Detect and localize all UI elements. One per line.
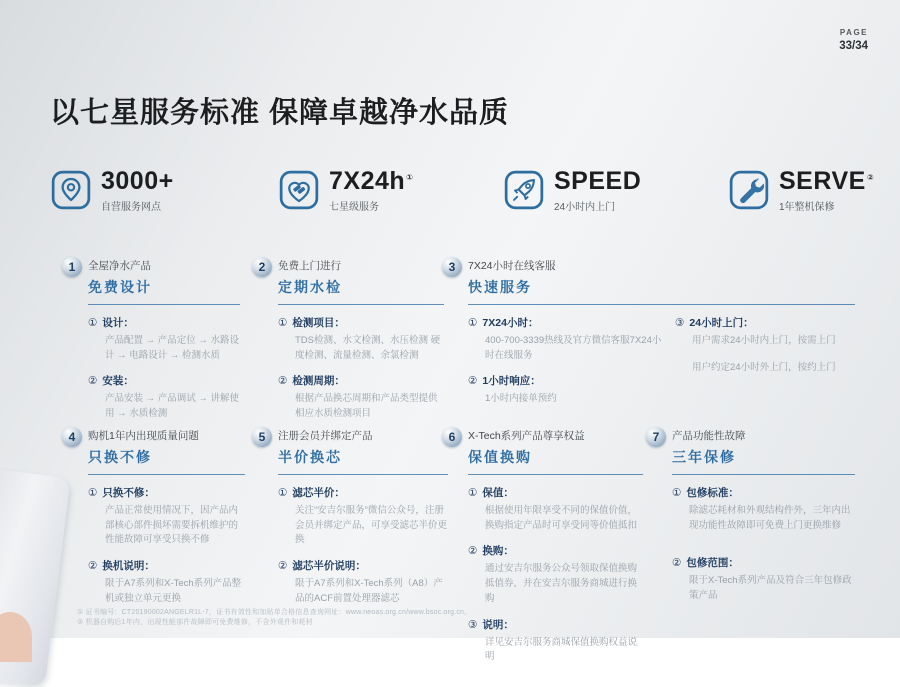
item-heading: 滤芯半价： (292, 487, 345, 499)
item-marker: ① (672, 487, 682, 499)
page-number: 33/34 (839, 40, 868, 52)
section-three-year-warranty (646, 426, 855, 614)
page-title: 以七星服务标准 保障卓越净水品质 (50, 97, 510, 129)
footnote-ref: ② (866, 172, 875, 182)
section-number-badge: 6 (442, 427, 462, 447)
section-number-badge: 2 (252, 257, 272, 277)
item-marker: ② (278, 560, 288, 573)
item-body: 通过安吉尔服务公众号领取保值换购抵值券，并在安吉尔服务商城进行换购 (485, 563, 638, 604)
item-heading: 安装： (102, 375, 134, 388)
section-title: 定期水检 (278, 279, 342, 295)
item-body: 限于A7系列和X-Tech系列产品整机或独立单元更换 (105, 578, 242, 604)
item-heading: 换购： (482, 545, 514, 558)
service-item (468, 373, 668, 407)
item-body: 400-700-3339热线及官方微信客服7X24小时在线服务 (485, 335, 662, 361)
service-item (672, 485, 855, 533)
item-heading: 换机说明： (102, 560, 155, 573)
item-body: 除滤芯耗材和外观结构件外，三年内出现功能性故障即可免费上门更换维修 (689, 505, 851, 531)
feature-speed (503, 169, 642, 213)
section-trade-in (442, 426, 643, 675)
service-item (468, 543, 643, 606)
feature-network (50, 169, 175, 213)
section-subtitle: X-Tech系列产品尊享权益 (468, 430, 585, 442)
feature-value: 7X24h① (329, 167, 414, 195)
section-number-badge: 7 (646, 427, 666, 447)
item-heading: 滤芯半价说明： (292, 560, 366, 573)
item-marker: ① (468, 317, 478, 329)
section-water-check (252, 256, 444, 432)
item-marker: ② (468, 375, 478, 388)
item-heading: 说明： (482, 618, 514, 631)
section-title: 三年保修 (672, 449, 736, 465)
section-replace-not-repair (62, 426, 245, 617)
item-marker: ③ (675, 317, 685, 329)
page-indicator (839, 28, 868, 52)
rocket-icon (503, 169, 545, 211)
item-heading: 1小时响应： (482, 375, 541, 388)
feature-value: SERVE② (779, 167, 875, 195)
footnote-line: ② 机器自购后1年内，出现性能部件故障即可免费维修，不含外观件和耗材 (77, 619, 313, 627)
item-body: 用户需求24小时内上门，按需上门 (692, 335, 836, 346)
item-body: TDS检测、水文检测、水压检测 硬度检测、流量检测、余氯检测 (295, 335, 441, 361)
feature-warranty (728, 169, 874, 213)
footnote-ref: ① (406, 172, 414, 182)
item-marker: ② (672, 557, 682, 570)
item-heading: 检测周期： (292, 375, 345, 388)
service-item (88, 315, 240, 363)
footnote-line: ① 证书编号：CT20190002ANGELR1L-7，证书有效性和加贴单合格信息查询网址：www.neoas.org.cn/www.bsoc.org.cn。 (77, 609, 472, 616)
item-heading: 24小时上门： (689, 317, 754, 329)
item-body: 产品安装 → 产品调试 → 讲解使用 → 水质检测 (105, 393, 240, 420)
section-title: 保值换购 (468, 449, 532, 465)
handshake-heart-icon (278, 169, 320, 211)
section-divider (468, 474, 643, 475)
item-body: 根据使用年限享受不同的保值价值，换购指定产品时可享受同等价值抵扣 (485, 505, 638, 531)
section-fast-service (442, 256, 855, 417)
section-subtitle: 全屋净水产品 (88, 260, 151, 272)
item-heading: 保值： (482, 487, 514, 499)
item-heading: 包修范围： (686, 557, 739, 570)
service-item (88, 485, 245, 548)
item-body: 限于X-Tech系列产品及符合三年包修政策产品 (689, 575, 852, 602)
item-marker: ① (88, 317, 98, 329)
section-title: 快速服务 (468, 279, 532, 295)
service-item (278, 315, 444, 363)
item-body: 详见安吉尔服务商城保值换购权益说明 (485, 636, 638, 663)
feature-label: 1年整机保修 (779, 202, 835, 213)
section-title: 只换不修 (88, 449, 152, 465)
section-subtitle: 7X24小时在线客服 (468, 260, 556, 272)
service-item (468, 315, 668, 363)
item-body: 产品正常使用情况下，因产品内部核心部件损坏需要拆机维护的性能故障可享受只换不修 (105, 505, 239, 546)
item-marker: ② (278, 375, 288, 388)
item-marker: ② (468, 545, 478, 558)
item-body: 关注“安吉尔服务”微信公众号，注册会员并绑定产品，可享受滤芯半价更换 (295, 505, 448, 546)
item-marker: ① (88, 487, 98, 499)
service-item (88, 558, 245, 606)
location-pin-icon (50, 169, 92, 211)
section-subtitle: 购机1年内出现质量问题 (88, 430, 199, 442)
section-divider (468, 304, 855, 305)
page-label: PAGE (839, 28, 868, 37)
feature-row (50, 169, 880, 219)
item-body: 根据产品换芯周期和产品类型提供相应水质检测项目 (295, 393, 438, 420)
section-divider (88, 304, 240, 305)
section-divider (88, 474, 245, 475)
section-subtitle: 注册会员并绑定产品 (278, 430, 373, 442)
item-heading: 设计： (102, 317, 134, 329)
section-number-badge: 4 (62, 427, 82, 447)
service-item (88, 373, 240, 421)
item-heading: 检测项目： (292, 317, 345, 329)
feature-label: 七星级服务 (329, 202, 379, 213)
section-half-price-filter (252, 426, 448, 617)
feature-service-hours (278, 169, 413, 213)
footnotes (77, 608, 471, 628)
wrench-icon (728, 169, 770, 211)
service-item (278, 373, 444, 421)
item-marker: ① (468, 487, 478, 499)
service-item (278, 485, 448, 548)
section-title: 免费设计 (88, 279, 152, 295)
item-marker: ③ (468, 618, 478, 631)
item-body: 产品配置 → 产品定位 → 水路设计 → 电路设计 → 检测水质 (105, 335, 240, 361)
section-title: 半价换芯 (278, 449, 342, 465)
section-subtitle: 产品功能性故障 (672, 430, 746, 442)
item-body: 1小时内接单预约 (485, 393, 557, 405)
item-body: 用户约定24小时外上门，按约上门 (692, 361, 836, 373)
item-marker: ① (278, 317, 288, 329)
feature-label: 自营服务网点 (101, 202, 161, 213)
service-item (468, 485, 643, 533)
section-divider (278, 474, 448, 475)
feature-label: 24小时内上门 (554, 202, 616, 213)
feature-value: 3000+ (101, 167, 174, 195)
service-item (675, 315, 861, 375)
service-item (278, 558, 448, 606)
section-divider (672, 474, 855, 475)
item-heading: 7X24小时： (482, 317, 539, 329)
item-marker: ② (88, 560, 98, 573)
item-marker: ② (88, 375, 98, 388)
feature-value: SPEED (554, 167, 642, 195)
item-heading: 包修标准： (686, 487, 739, 499)
section-free-design (62, 256, 240, 432)
section-number-badge: 5 (252, 427, 272, 447)
service-item (468, 617, 643, 665)
section-number-badge: 3 (442, 257, 462, 277)
item-marker: ① (278, 487, 288, 499)
section-subtitle: 免费上门进行 (278, 260, 341, 272)
item-heading: 只换不修： (102, 487, 155, 499)
service-item (672, 555, 855, 603)
item-body: 限于A7系列和X-Tech系列（A8）产品的ACF前置处理器滤芯 (295, 578, 443, 604)
section-divider (278, 304, 444, 305)
section-number-badge: 1 (62, 257, 82, 277)
